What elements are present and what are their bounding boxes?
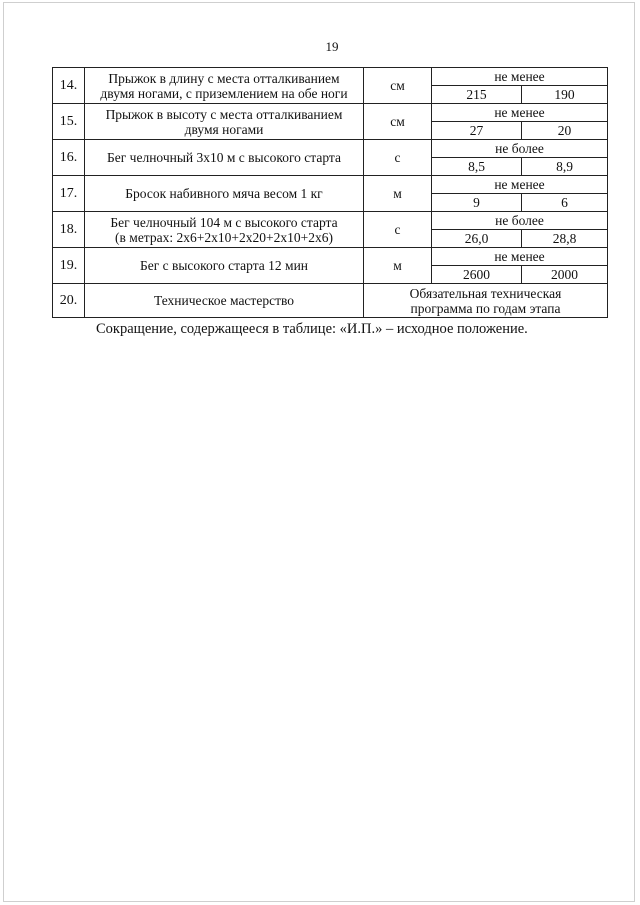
table-row (53, 68, 608, 86)
test-name (85, 68, 364, 104)
row-number: 15. (53, 104, 85, 140)
unit: см (364, 104, 432, 140)
test-name-line: Бег челночный 104 м с высокого старта (110, 214, 338, 230)
value-cell: 6 (522, 194, 608, 212)
test-name-line: Бег челночный 3х10 м с высокого старта (107, 150, 341, 165)
value-cell: 2600 (432, 266, 522, 284)
table-row (53, 176, 608, 194)
condition: не менее (432, 248, 608, 266)
test-name (85, 248, 364, 284)
unit: с (364, 140, 432, 176)
condition: не более (432, 140, 608, 158)
test-name-line: Бег с высокого старта 12 мин (139, 258, 309, 273)
requirement (364, 284, 608, 318)
table-row (53, 248, 608, 266)
test-name-line: Техническое мастерство (153, 293, 294, 308)
test-name (85, 284, 364, 318)
table-row (53, 140, 608, 158)
row-number: 20. (53, 284, 85, 318)
table-row (53, 104, 608, 122)
unit: см (364, 68, 432, 104)
value-cell: 9 (432, 194, 522, 212)
row-number: 19. (53, 248, 85, 284)
value-cell: 28,8 (522, 230, 608, 248)
condition: не менее (432, 176, 608, 194)
test-name-line: (в метрах: 2х6+2х10+2х20+2х10+2х6) (115, 229, 333, 245)
row-number: 16. (53, 140, 85, 176)
requirement-line: Обязательная техническая (409, 285, 562, 301)
page-number: 19 (325, 39, 339, 54)
value-cell: 190 (522, 86, 608, 104)
value-cell: 20 (522, 122, 608, 140)
value-cell: 2000 (522, 266, 608, 284)
unit: м (364, 248, 432, 284)
condition: не менее (432, 104, 608, 122)
value-cell: 27 (432, 122, 522, 140)
unit: с (364, 212, 432, 248)
test-name (85, 104, 364, 140)
test-name-line: Прыжок в высоту с места отталкиванием (105, 106, 343, 122)
footnote: Сокращение, содержащееся в таблице: «И.П.» – исходное положение. (96, 321, 528, 337)
test-name-line: двумя ногами (184, 121, 264, 137)
test-name-line: Бросок набивного мяча весом 1 кг (125, 186, 323, 201)
test-name-line: Прыжок в длину с места отталкиванием (108, 70, 340, 86)
row-number: 18. (53, 212, 85, 248)
value-cell: 26,0 (432, 230, 522, 248)
norms-table (52, 67, 608, 318)
unit: м (364, 176, 432, 212)
requirement-line: программа по годам этапа (410, 300, 561, 316)
value-cell: 8,9 (522, 158, 608, 176)
test-name-line: двумя ногами, с приземлением на обе ноги (100, 85, 348, 101)
test-name (85, 176, 364, 212)
table-row (53, 212, 608, 230)
table-row (53, 284, 608, 318)
value-cell: 8,5 (432, 158, 522, 176)
value-cell: 215 (432, 86, 522, 104)
test-name (85, 212, 364, 248)
condition: не более (432, 212, 608, 230)
row-number: 14. (53, 68, 85, 104)
row-number: 17. (53, 176, 85, 212)
condition: не менее (432, 68, 608, 86)
test-name (85, 140, 364, 176)
